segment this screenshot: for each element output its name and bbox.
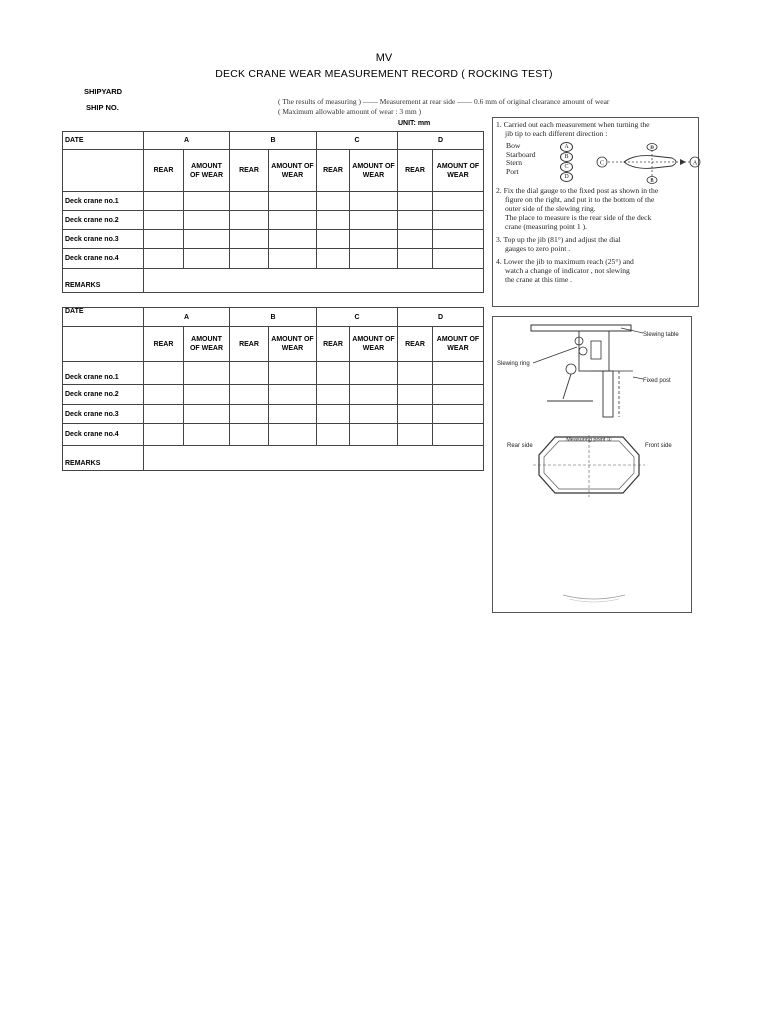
input-cell[interactable] bbox=[144, 230, 184, 249]
label-rear-side: Rear side bbox=[507, 443, 533, 449]
amount-header: AMOUNT OF WEAR bbox=[433, 327, 484, 362]
input-cell[interactable] bbox=[433, 230, 484, 249]
record-table-2 bbox=[62, 307, 484, 471]
input-cell[interactable] bbox=[144, 362, 184, 385]
input-cell[interactable] bbox=[398, 405, 433, 424]
input-cell[interactable] bbox=[184, 405, 230, 424]
input-cell[interactable] bbox=[317, 385, 350, 405]
input-cell[interactable] bbox=[433, 362, 484, 385]
input-cell[interactable] bbox=[433, 405, 484, 424]
input-cell[interactable] bbox=[317, 192, 350, 211]
step-1-cont: jib tip to each different direction : bbox=[505, 129, 608, 138]
input-cell[interactable] bbox=[144, 405, 184, 424]
rear-header: REAR bbox=[398, 150, 433, 192]
input-cell[interactable] bbox=[433, 211, 484, 230]
slewing-ring-diagram bbox=[493, 317, 692, 613]
input-cell[interactable] bbox=[184, 192, 230, 211]
input-cell[interactable] bbox=[269, 192, 317, 211]
empty-cell bbox=[63, 150, 144, 192]
input-cell[interactable] bbox=[433, 192, 484, 211]
row-label: Deck crane no.2 bbox=[63, 211, 144, 230]
dir-stern: Stern bbox=[506, 158, 523, 167]
mark-b: B bbox=[560, 152, 573, 162]
input-cell[interactable] bbox=[398, 424, 433, 446]
step-4-cont: watch a change of indicator , not slewing bbox=[505, 266, 630, 275]
input-cell[interactable] bbox=[317, 249, 350, 269]
label-measuring-point: Measuring point ① bbox=[566, 437, 612, 443]
input-cell[interactable] bbox=[317, 424, 350, 446]
remarks-label: REMARKS bbox=[63, 269, 144, 293]
input-cell[interactable] bbox=[350, 249, 398, 269]
step-2-cont: The place to measure is the rear side of the deck bbox=[505, 213, 652, 222]
vessel-label: MV bbox=[375, 52, 393, 64]
rear-header: REAR bbox=[317, 150, 350, 192]
row-label: Deck crane no.1 bbox=[63, 192, 144, 211]
shipyard-label: SHIPYARD bbox=[84, 87, 123, 96]
dir-bow: Bow bbox=[506, 141, 521, 150]
input-cell[interactable] bbox=[350, 192, 398, 211]
rear-header: REAR bbox=[317, 327, 350, 362]
input-cell[interactable] bbox=[317, 230, 350, 249]
dir-starboard: Starboard bbox=[506, 149, 536, 159]
step-3-cont: gauges to zero point . bbox=[505, 244, 571, 253]
input-cell[interactable] bbox=[184, 230, 230, 249]
rear-header: REAR bbox=[230, 150, 269, 192]
diagram-mark-b: B bbox=[650, 179, 654, 184]
group-d: D bbox=[398, 308, 484, 327]
input-cell[interactable] bbox=[350, 211, 398, 230]
step-2: 2. Fix the dial gauge to the fixed post as shown in the bbox=[496, 186, 659, 195]
mark-c: C bbox=[560, 162, 573, 172]
max-wear-note: ( Maximum allowable amount of wear : 3 mm ) bbox=[278, 107, 422, 116]
label-front-side: Front side bbox=[645, 443, 672, 449]
date-label: DATE bbox=[63, 308, 144, 327]
diagram-mark-a: A bbox=[692, 160, 698, 167]
input-cell[interactable] bbox=[317, 362, 350, 385]
input-cell[interactable] bbox=[398, 362, 433, 385]
instructions-panel bbox=[492, 117, 699, 307]
date-label: DATE bbox=[63, 132, 144, 150]
row-label: Deck crane no.1 bbox=[63, 362, 144, 385]
input-cell[interactable] bbox=[230, 405, 269, 424]
label-slewing-table: Slewing table bbox=[643, 332, 679, 338]
amount-header: AMOUNT OF WEAR bbox=[184, 150, 230, 192]
input-cell[interactable] bbox=[269, 424, 317, 446]
input-cell[interactable] bbox=[184, 362, 230, 385]
remarks-field[interactable] bbox=[144, 446, 484, 471]
rear-header: REAR bbox=[144, 150, 184, 192]
amount-header: AMOUNT OF WEAR bbox=[433, 150, 484, 192]
input-cell[interactable] bbox=[144, 424, 184, 446]
input-cell[interactable] bbox=[230, 385, 269, 405]
input-cell[interactable] bbox=[184, 385, 230, 405]
input-cell[interactable] bbox=[230, 424, 269, 446]
input-cell[interactable] bbox=[269, 230, 317, 249]
group-b: B bbox=[230, 132, 317, 150]
input-cell[interactable] bbox=[184, 424, 230, 446]
input-cell[interactable] bbox=[350, 424, 398, 446]
input-cell[interactable] bbox=[144, 192, 184, 211]
group-d: D bbox=[398, 132, 484, 150]
group-b: B bbox=[230, 308, 317, 327]
step-4: 4. Lower the jib to maximum reach (25°) and bbox=[496, 257, 634, 266]
group-c: C bbox=[317, 308, 398, 327]
amount-header: AMOUNT OF WEAR bbox=[269, 327, 317, 362]
unit-label: UNIT: mm bbox=[398, 120, 431, 127]
remarks-label: REMARKS bbox=[63, 446, 144, 471]
input-cell[interactable] bbox=[317, 405, 350, 424]
input-cell[interactable] bbox=[433, 249, 484, 269]
input-cell[interactable] bbox=[398, 249, 433, 269]
page-title: DECK CRANE WEAR MEASUREMENT RECORD ( ROCKING TEST) bbox=[215, 68, 553, 80]
remarks-field[interactable] bbox=[144, 269, 484, 293]
step-2-cont: crane (measuring point 1 ). bbox=[505, 222, 588, 231]
input-cell[interactable] bbox=[433, 424, 484, 446]
mark-a: A bbox=[560, 142, 573, 152]
input-cell[interactable] bbox=[317, 211, 350, 230]
step-1: 1. Carried out each measurement when turning the bbox=[496, 120, 650, 129]
rear-header: REAR bbox=[230, 327, 269, 362]
row-label: Deck crane no.4 bbox=[63, 424, 144, 446]
ship-direction-diagram bbox=[594, 142, 702, 186]
crane-figure bbox=[492, 316, 692, 613]
row-label: Deck crane no.2 bbox=[63, 385, 144, 405]
direction-legend bbox=[506, 141, 698, 186]
record-table-1 bbox=[62, 131, 484, 293]
input-cell[interactable] bbox=[433, 385, 484, 405]
rear-header: REAR bbox=[144, 327, 184, 362]
amount-header: AMOUNT OF WEAR bbox=[184, 327, 230, 362]
input-cell[interactable] bbox=[398, 192, 433, 211]
step-2-cont: figure on the right, and put it to the bottom of the bbox=[505, 195, 655, 204]
mark-d: D bbox=[560, 172, 573, 182]
input-cell[interactable] bbox=[230, 362, 269, 385]
amount-header: AMOUNT OF WEAR bbox=[350, 327, 398, 362]
input-cell[interactable] bbox=[184, 249, 230, 269]
amount-header: AMOUNT OF WEAR bbox=[269, 150, 317, 192]
ship-no-label: SHIP NO. bbox=[86, 103, 119, 112]
step-4-cont: the crane at this time . bbox=[505, 275, 573, 284]
diagram-mark-c: C bbox=[599, 160, 605, 167]
input-cell[interactable] bbox=[144, 249, 184, 269]
input-cell[interactable] bbox=[230, 192, 269, 211]
diagram-mark-d: D bbox=[650, 146, 654, 151]
input-cell[interactable] bbox=[269, 211, 317, 230]
input-cell[interactable] bbox=[269, 405, 317, 424]
measurement-note: ( The results of measuring ) —— Measurement at rear side —— 0.6 mm of original clearance amount of wear bbox=[278, 97, 610, 106]
input-cell[interactable] bbox=[350, 362, 398, 385]
input-cell[interactable] bbox=[269, 385, 317, 405]
input-cell[interactable] bbox=[230, 211, 269, 230]
input-cell[interactable] bbox=[230, 249, 269, 269]
label-slewing-ring: Slewing ring bbox=[497, 361, 530, 367]
group-c: C bbox=[317, 132, 398, 150]
amount-header: AMOUNT OF WEAR bbox=[350, 150, 398, 192]
label-fixed-post: Fixed post bbox=[643, 378, 671, 384]
group-a: A bbox=[144, 132, 230, 150]
row-label: Deck crane no.3 bbox=[63, 230, 144, 249]
input-cell[interactable] bbox=[350, 230, 398, 249]
dir-port: Port bbox=[506, 166, 519, 176]
input-cell[interactable] bbox=[398, 385, 433, 405]
input-cell[interactable] bbox=[144, 385, 184, 405]
group-a: A bbox=[144, 308, 230, 327]
input-cell[interactable] bbox=[350, 385, 398, 405]
row-label: Deck crane no.3 bbox=[63, 405, 144, 424]
input-cell[interactable] bbox=[184, 211, 230, 230]
rear-header: REAR bbox=[398, 327, 433, 362]
step-2-cont: outer side of the slewing ring. bbox=[505, 204, 596, 213]
input-cell[interactable] bbox=[350, 405, 398, 424]
step-3: 3. Top up the jib (81°) and adjust the dial bbox=[496, 235, 621, 244]
empty-cell bbox=[63, 327, 144, 362]
input-cell[interactable] bbox=[398, 211, 433, 230]
input-cell[interactable] bbox=[398, 230, 433, 249]
row-label: Deck crane no.4 bbox=[63, 249, 144, 269]
input-cell[interactable] bbox=[269, 249, 317, 269]
input-cell[interactable] bbox=[269, 362, 317, 385]
input-cell[interactable] bbox=[230, 230, 269, 249]
input-cell[interactable] bbox=[144, 211, 184, 230]
